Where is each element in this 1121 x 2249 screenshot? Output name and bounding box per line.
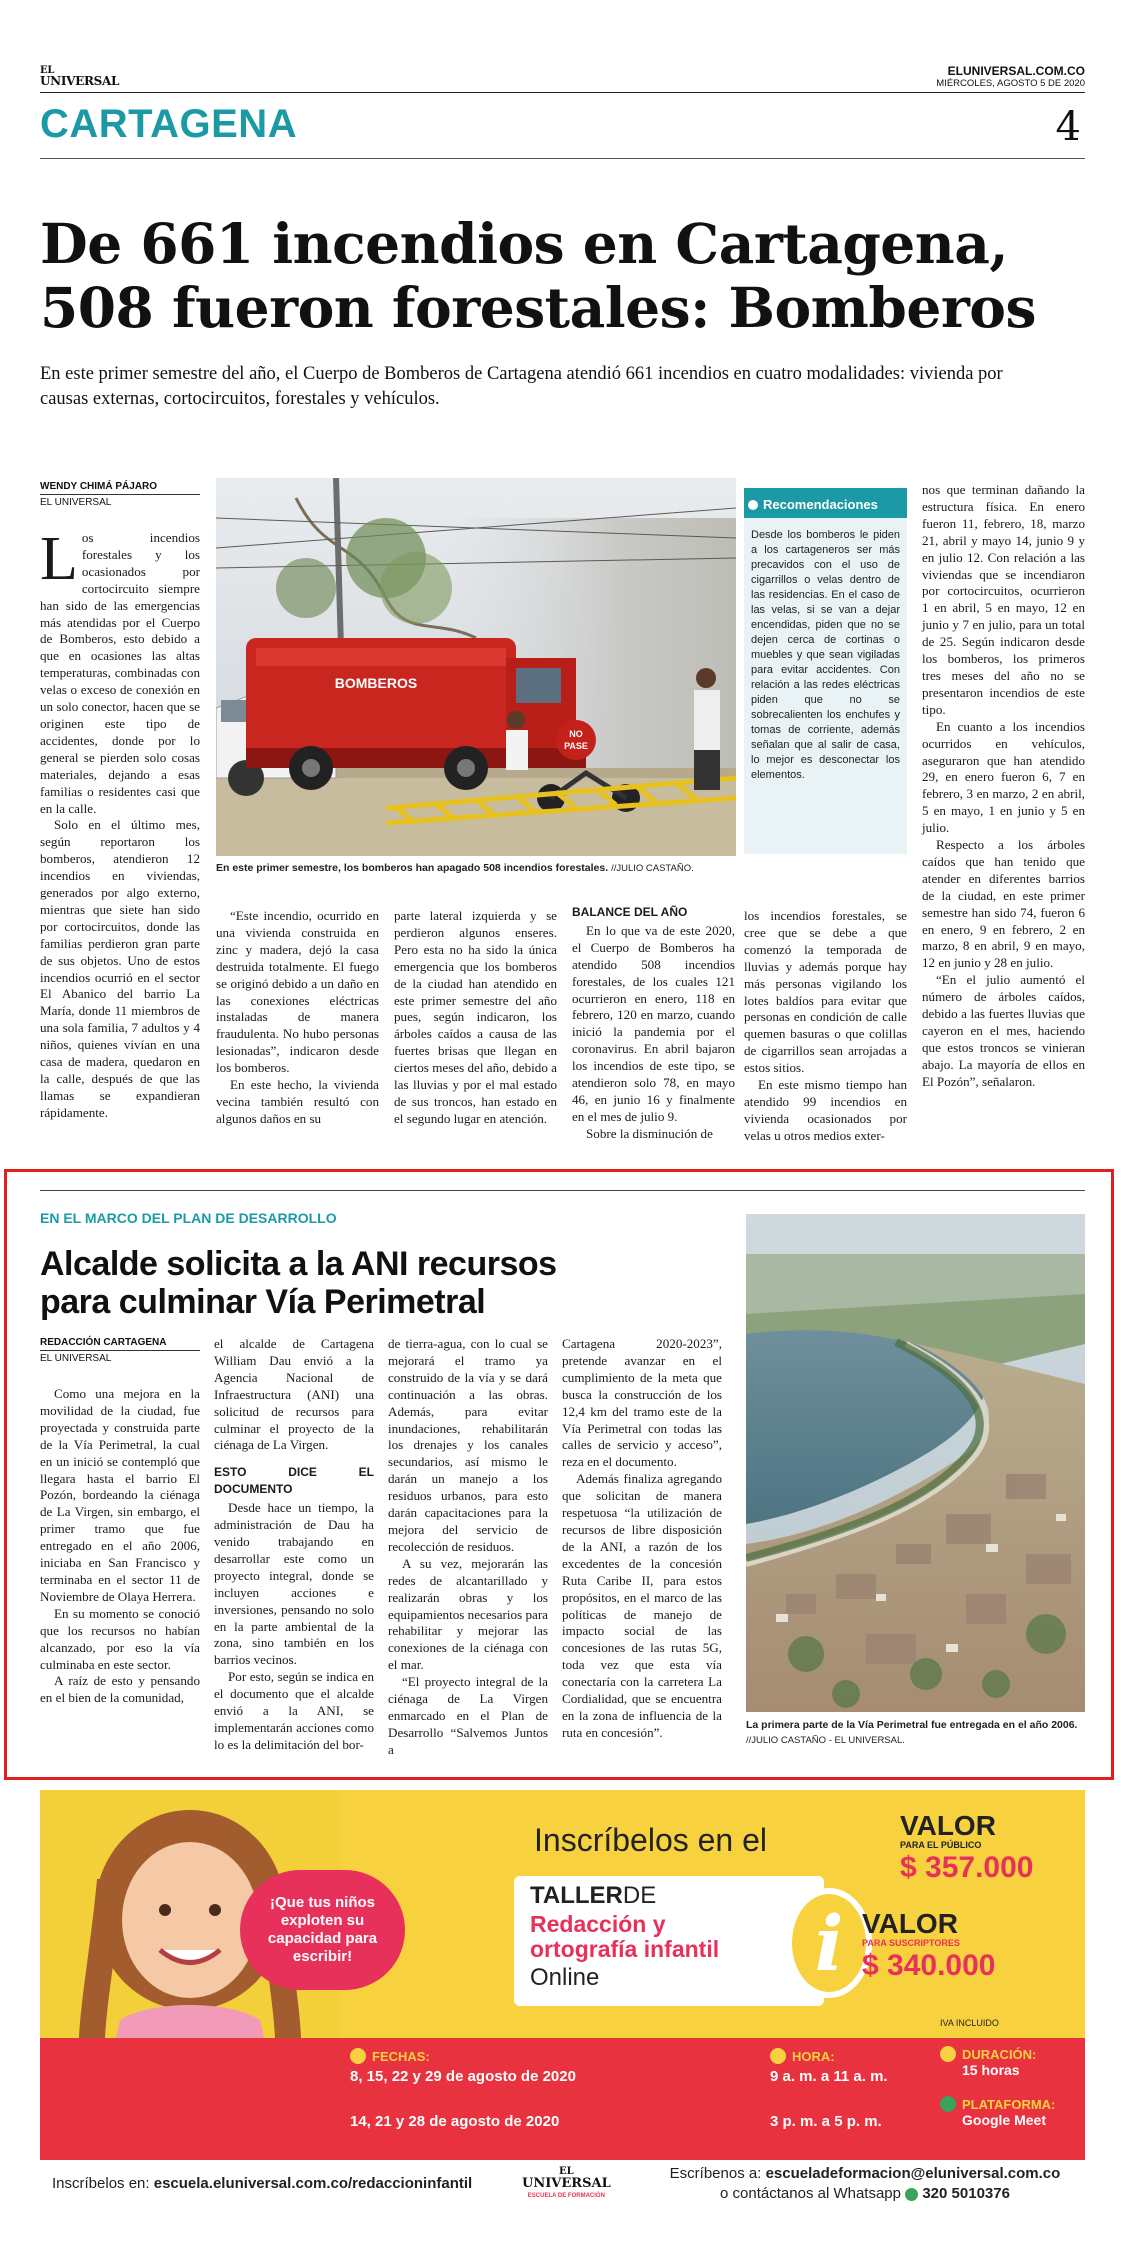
calendar-icon [350,2048,366,2064]
hora-label: HORA: [792,2048,835,2064]
text-paragraph: “Este incendio, ocurrido en una vivienda construida en zinc y madera, dejó la casa destruida totalmente. El fuego se originó debido a un daño en las conexiones eléctricas instaladas de manera fraudulenta. No hubo personas lesionadas”, indicaron desde los bomberos. [216,908,379,1076]
text-paragraph: Solo en el último mes, según reportaron los bomberos, atendieron 12 incendios en viviendas, generados por algo externo, mientras que siete han sido por cortocircuitos, donde las familias perdieron gran parte de sus objetos. Uno de estos incendios ocurrió en el sector El Abanico del barrio La María, donde 11 miembros de una sola familia, 7 adultos y 4 niños, quienes vivían en una casa de madera, quedaron en la calle, después de que las llamas se expandieran rápidamente. [40,817,200,1120]
duracion-row [940,2046,1080,2062]
ad-footer [40,2160,1085,2210]
text-paragraph: nos que terminan dañando la estructura física. En enero fueron 11, febrero, 18, marzo 21, abril y mayo 14, junio 9 y en julio 12. Con relación a las viviendas que se incendiaron por cortocircuitos, ocurrieron 1 en abril, 5 en mayo, 12 en junio y 7 en julio, para un total de 25. Según indicaron desde los bomberos, los primeros tres meses del año no se presentaron incendios de este tipo. [922,482,1085,717]
photo-aerial-via-perimetral [746,1214,1085,1712]
online-label: Online [530,1964,600,1991]
dropcap: L [40,525,78,593]
recommendations-title: Recomendaciones [763,497,878,512]
header-rule [40,92,1085,93]
footer-left-label: Inscríbelos en: [52,2175,150,2192]
valor2-sub: PARA SUSCRIPTORES [862,1938,960,1948]
fechas-line2: 14, 21 y 28 de agosto de 2020 [350,2113,560,2130]
footer-logo-line1: EL [559,2166,574,2177]
fire-truck-illustration [216,478,736,856]
article1-col2 [216,908,379,1128]
footer-email[interactable]: escueladeformacion@eluniversal.com.co [765,2165,1061,2182]
text-paragraph: Por esto, según se indica en el documento que el alcalde envió a la ANI, se implementarán acciones como lo es la delimitación del bor- [214,1669,374,1752]
price-block-subscribers [862,1910,1082,1984]
author-name: WENDY CHIMÁ PÁJARO [40,480,200,495]
bubble [240,1870,405,1990]
article2-title-line1: Alcalde solicita a la ANI recursos [40,1245,557,1283]
taller-word: TALLER [530,1882,623,1909]
subhead: BALANCE DEL AÑO [572,905,688,919]
text-paragraph: “En el julio aumentó el número de árboles caídos, debido a las fuertes lluvias que cayeron en el mes, haciendo que estos troncos se vinieran abajo. La mayoría de ellos en El Pozón”, señalaron. [922,972,1085,1089]
duracion-value: 15 horas [962,2062,1020,2078]
calendar-icon-row [350,2048,620,2064]
article2-col3 [388,1336,548,1759]
text-paragraph: “El proyecto integral de la ciénaga de La Virgen enmarcado en el Plan de Desarrollo “Salvemos Juntos a [388,1674,548,1757]
article2-title-line2: para culminar Vía Perimetral [40,1283,486,1321]
article2-title [40,1245,557,1321]
text-paragraph: Sobre la disminución de [586,1125,713,1141]
text-paragraph: En lo que va de este 2020, el Cuerpo de Bomberos ha atendido 508 incendios forestales, de los cuales 121 ocurrieron en enero, 118 en febrero, 120 en marzo, cuando inició la pandemia por el coronavirus. En abril bajaron los incendios de este tipo, se atendieron solo 78, en mayo 46, en junio 16 y finalmente en el mes de julio 9. [572,922,735,1124]
ad-headline: Inscríbelos en el [534,1822,768,1858]
course-card [514,1876,824,2006]
article2-photo-caption [746,1718,1085,1748]
author-name: REDACCIÓN CARTAGENA [40,1336,200,1351]
page-number: 4 [1055,104,1081,150]
footer-whatsapp-label: o contáctanos al Whatsapp [720,2185,901,2202]
taller-label [530,1882,656,1910]
bullet-icon [748,500,758,510]
article2-byline [40,1336,200,1365]
article-title-line1: De 661 incendios en Cartagena, [40,211,1009,276]
course-line2: ortografía infantil [530,1936,720,1962]
author-org: EL UNIVERSAL [40,497,112,508]
hora-block [770,2048,940,2130]
photo-caption [216,862,736,874]
fechas-line1: 8, 15, 22 y 29 de agosto de 2020 [350,2068,576,2085]
price-block-public [900,1812,1080,1886]
article2-kicker: EN EL MARCO DEL PLAN DE DESARROLLO [40,1210,337,1226]
duracion-label: DURACIÓN: [962,2046,1037,2062]
taller-de: DE [622,1882,657,1909]
plataforma-value: Google Meet [962,2112,1047,2128]
subhead: ESTO DICE EL DOCUMENTO [214,1465,374,1497]
valor2-label: VALOR [862,1908,958,1939]
logo-line2: UNIVERSAL [40,74,120,88]
text-paragraph: En cuanto a los incendios ocurridos en vehículos, aseguraron que han atendido 29, en enero fueron 6, 7 en febrero, 3 en marzo, 2 en abril, 5 en mayo, 1 en junio y 5 en julio. [922,718,1085,836]
issue-date: MIÉRCOLES, AGOSTO 5 DE 2020 [936,78,1085,89]
photo-fire-truck [216,478,736,856]
text-paragraph: A raíz de esto y pensando en el bien de la comunidad, [40,1673,200,1706]
valor1-label: VALOR [900,1810,996,1841]
valor1-price: $ 357.000 [900,1851,1034,1884]
caption-text: La primera parte de la Vía Perimetral fue entregada en el año 2006. [746,1719,1078,1731]
article-title [40,212,1036,340]
author-org: EL UNIVERSAL [40,1353,112,1364]
plataforma-row [940,2096,1080,2112]
article-title-line2: 508 fueron forestales: Bomberos [40,275,1036,340]
ad-info-band [40,2038,1085,2160]
text-paragraph: de tierra-agua, con lo cual se mejorará el tramo ya construido de la vía y se dará continuación a las obras. Además, para evitar inundaciones, rehabilitarán los drenajes y los canales secundarios, así mismo le darán un manejo a los residuos urbanos, para esto darán capacitaciones para la mejora del servicio de recolección de residuos. [388,1336,548,1554]
recommendations-text: Desde los bomberos le piden a los cartageneros ser más precavidos con el uso de cigarrillos o velas dentro de las residencias. En el caso de las velas, si se van a dejar encendidas, piden que no se dejen cerca de cortinas o muebles y que sean vigiladas para evitar accidentes. Con relación a las redes eléctricas piden que no se sobrecalienten los enchufes y tomas de corriente, además señalan que al salir de casa, lo mejor es desconectar los elementos. [751,529,900,781]
caption-credit: //JULIO CASTAÑO - EL UNIVERSAL. [746,1735,905,1746]
text-paragraph: os incendios forestales y los ocasionados por cortocircuito siempre han sido de las emergencias más atendidas por el Cuerpo de Bomberos, esto debido a que en ocasiones las altas temperaturas, combinadas con velas o exceso de conexión en un solo conector, hacen que se originen este tipo de accidentes, donde por lo general se pierden solo cosas materiales, dejando a esas familias o residentes casi que en la calle. [40,530,200,816]
article2-col4 [562,1336,722,1742]
caption-text: En este primer semestre, los bomberos han apagado 508 incendios forestales. [216,862,609,874]
sign-label-line1: NO [569,729,583,739]
fechas-label: FECHAS: [372,2048,430,2064]
info-icon-letter: i [814,1898,844,1988]
hora-line1: 9 a. m. a 11 a. m. [770,2068,888,2085]
byline [40,480,200,509]
article1-col6 [922,482,1085,1091]
section-name: CARTAGENA [40,102,298,146]
recommendations-box [744,488,907,854]
logo-line1: EL [40,65,55,76]
article2-col1 [40,1386,200,1707]
bubble-text: ¡Que tus niños exploten su capacidad para escribir! [267,1894,378,1965]
footer-logo-sub: ESCUELA DE FORMACIÓN [527,2193,605,2199]
site-url: ELUNIVERSAL.COM.CO [947,64,1085,78]
stopwatch-icon [940,2046,956,2062]
text-paragraph: parte lateral izquierda y se perdieron algunos enseres. Pero esta no ha sido la única emergencia que los bomberos de la ciudad han atendido en este primer semestre del año pues, según indicaron, los árboles caídos a causa de las fuertes brisas que llegan en ciertos meses del año, debido a las lluvias y por el mal estado de sus troncos, han estado en el segundo lugar en atención. [394,908,557,1126]
valor1-sub: PARA EL PÚBLICO [900,1840,982,1850]
hora-line2: 3 p. m. a 5 p. m. [770,2113,882,2130]
text-paragraph: En este hecho, la vivienda vecina también resultó con algunos daños en su [216,1077,379,1126]
iva-note: IVA INCLUIDO [940,2018,999,2028]
footer-right-label: Escríbenos a: [669,2165,762,2182]
article2-col2 [214,1336,374,1754]
valor2-price: $ 340.000 [862,1949,996,1982]
footer-left-url[interactable]: escuela.eluniversal.com.co/redaccioninfantil [153,2175,473,2192]
text-paragraph: Además finaliza agregando que solicitan de manera respetuosa “la utilización de recursos de libre disposición de la ANI, a razón de los excedentes de la concesión Ruta Caribe II, para estos propósitos, en el marco de las políticas de manejo de impacto social de las concesiones de las rutas 5G, toda vez que esta vía conectaría con la carretera La Cordialidad, que se encuentra en la zona de influencia de la ruta en concesión”. [562,1471,722,1740]
section-rule [40,158,1085,159]
footer-right [645,2164,1085,2204]
footer-phone[interactable]: 320 5010376 [922,2185,1010,2202]
text-paragraph: Respecto a los árboles caídos que han tenido que atender en diferentes barrios de la ciudad, en este primer semestre han sido 74, fueron 6 en enero, 9 en febrero, 2 en marzo, 8 en abril, 9 en mayo, 12 en junio y 28 en julio. [922,837,1085,971]
article1-col4 [572,904,735,1143]
duracion-block [940,2046,1080,2128]
article1-col5 [744,908,907,1145]
clock-icon-row [770,2048,940,2064]
text-paragraph: En su momento se conoció que los recursos no habían alcanzado, por eso la vía culminaba en este sector. [40,1605,200,1672]
article1-col3 [394,908,557,1128]
text-paragraph: los incendios forestales, se cree que se debe a que comenzó la temporada de lluvias y además porque hay más personas vigilando los lotes baldíos para evitar que personas en condición de calle quemen basuras o que colillas de cigarrillos sean arrojadas a estos sitios. [744,908,907,1076]
caption-credit: //JULIO CASTAÑO. [611,863,694,874]
course-title [530,1912,719,1962]
text-paragraph: el alcalde de Cartagena William Dau envió a la Agencia Nacional de Infraestructura (ANI) una solicitud de recursos para culminar el proyecto de la ciénaga de La Virgen. [214,1336,374,1453]
text-paragraph: Como una mejora en la movilidad de la ciudad, fue proyectada y construida parte de la Vía Perimetral, la cual en un inició se contempló que llegara hasta el barrio El Pozón, bordeando la ciénaga de La Virgen, sin embargo, el primer tramo que fue entregado en el año 2006, iniciaba en San Francisco y terminaba en el sector 11 de Noviembre de Olaya Herrera. [40,1386,200,1604]
info-icon [786,1888,872,1998]
recommendations-header [744,491,907,518]
truck-label: BOMBEROS [334,675,418,691]
text-paragraph: En este mismo tiempo han atendido 99 incendios en vivienda ocasionados por velas u otros medios exter- [744,1077,907,1143]
sign-label-line2: PASE [564,741,588,751]
article-lead: En este primer semestre del año, el Cuerpo de Bomberos de Cartagena atendió 661 incendios en cuatro modalidades: vivienda por causas externas, cortocircuitos, forestales y vehículos. [40,364,1003,409]
clock-icon [770,2048,786,2064]
plataforma-label: PLATAFORMA: [962,2096,1056,2112]
footer-logo-line2: UNIVERSAL [522,2176,611,2191]
advertisement [40,1790,1085,2210]
masthead-logo [40,66,119,86]
fechas-block [350,2048,620,2130]
article1-col1 [40,525,200,1122]
article2-top-rule [40,1190,1085,1191]
video-icon [940,2096,956,2112]
text-paragraph: Cartagena 2020-2023”, pretende avanzar en el cumplimiento de la meta que busca la construcción de los 12,4 km del tramo este de la Vía Perimetral con todas las calles de servicio y acceso”, reza en el documento. [562,1336,722,1470]
whatsapp-icon [905,2188,918,2201]
footer-logo [522,2166,611,2202]
course-line1: Redacción y [530,1911,666,1937]
text-paragraph: A su vez, mejorarán las redes de alcantarillado y realizarán obras y los equipamientos necesarios para rehabilitar y mejorar las conexiones de la ciénaga con el mar. [388,1555,548,1673]
text-paragraph: Desde hace un tiempo, la administración de Dau ha venido trabajando en desarrollar este como un proyecto integral, donde se incluyen acciones e inversiones, pensando no solo en la parte ambiental de la zona, sino también en los barrios vecinos. [214,1500,374,1668]
aerial-illustration [746,1214,1085,1712]
footer-left [52,2175,472,2192]
